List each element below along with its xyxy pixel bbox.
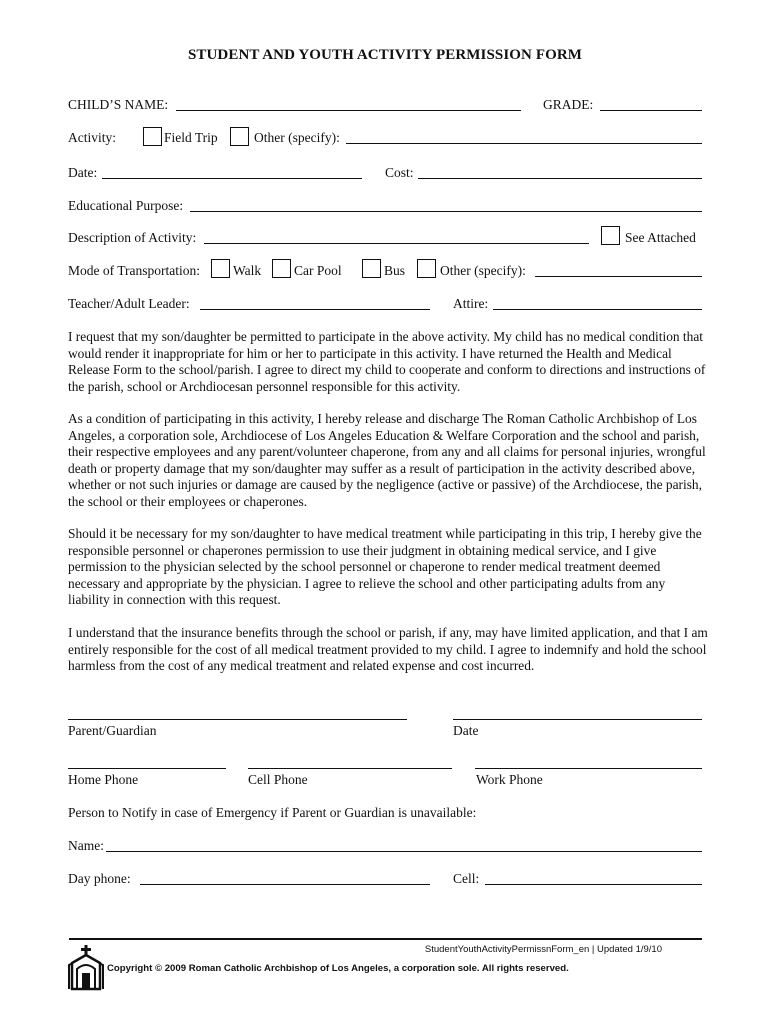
grade-label: GRADE:: [543, 97, 594, 112]
emergency-name-field[interactable]: [106, 851, 702, 852]
see-attached-label: See Attached: [625, 230, 696, 245]
date-label: Date:: [68, 165, 98, 180]
paragraph-medical: Should it be necessary for my son/daughter to have medical treatment while participating in this trip, I hereby give the responsible personnel or chaperones permission to use their judgment in obtaining medical service, and I give permission to the physician selected by the school personnel or chaperone to render medical treatment deemed necessary and appropriate by the physician. I agree to relieve the school and other participating adults from any liability in connection with this request.: [68, 526, 702, 608]
car-pool-checkbox[interactable]: [272, 259, 291, 278]
other-transport-field[interactable]: [535, 276, 702, 277]
day-phone-field[interactable]: [140, 884, 430, 885]
other-transport-checkbox[interactable]: [417, 259, 436, 278]
educational-purpose-label: Educational Purpose:: [68, 198, 184, 213]
car-pool-label: Car Pool: [294, 263, 342, 278]
walk-checkbox[interactable]: [211, 259, 230, 278]
archdiocese-logo-icon: [68, 945, 104, 991]
day-phone-label: Day phone:: [68, 871, 131, 886]
emergency-cell-field[interactable]: [485, 884, 702, 885]
cost-label: Cost:: [385, 165, 414, 180]
paragraph-insurance: I understand that the insurance benefits through the school or parish, if any, may have limited application, and that I am entirely responsible for the cost of all medical treatment provided to my child. I agree to indemnify and hold the school harmless from the cost of any medical treatment and related expense and cost incurred.: [68, 625, 708, 674]
childs-name-label: CHILD’S NAME:: [68, 97, 169, 112]
description-label: Description of Activity:: [68, 230, 197, 245]
emergency-cell-label: Cell:: [453, 871, 480, 886]
field-trip-checkbox[interactable]: [143, 127, 162, 146]
see-attached-checkbox[interactable]: [601, 226, 620, 245]
childs-name-field[interactable]: [176, 110, 521, 111]
other-activity-field[interactable]: [346, 143, 702, 144]
date-field[interactable]: [102, 178, 362, 179]
field-trip-label: Field Trip: [164, 130, 218, 145]
parent-guardian-signature-field[interactable]: [68, 719, 407, 720]
transportation-label: Mode of Transportation:: [68, 263, 201, 278]
footer-rule: [69, 938, 702, 940]
paragraph-release: As a condition of participating in this activity, I hereby release and discharge The Roman Catholic Archbishop of Los Angeles, a corporation sole, Archdiocese of Los Angeles Education & Welfare Corporation and the school and parish, their respective employees and any parent/volunteer chaperone, from any and all claims for personal injuries, wrongful death or property damage that my son/daughter may suffer as a result of participation in the activity described above, whether or not such injuries or damage are caused by the negligence (active or passive) of the Archdiocese, the parish, the school or their employees or chaperones.: [68, 411, 706, 509]
emergency-heading: Person to Notify in case of Emergency if Parent or Guardian is unavailable:: [68, 805, 477, 820]
other-activity-label: Other (specify):: [254, 130, 340, 145]
home-phone-field[interactable]: [68, 768, 226, 769]
cell-phone-field[interactable]: [248, 768, 452, 769]
parent-guardian-label: Parent/Guardian: [68, 723, 157, 738]
teacher-label: Teacher/Adult Leader:: [68, 296, 190, 311]
other-transport-label: Other (specify):: [440, 263, 526, 278]
activity-label: Activity:: [68, 130, 116, 145]
work-phone-field[interactable]: [475, 768, 702, 769]
educational-purpose-field[interactable]: [190, 211, 702, 212]
footer-copyright: Copyright © 2009 Roman Catholic Archbishop of Los Angeles, a corporation sole. All rights reserved.: [107, 963, 569, 974]
work-phone-label: Work Phone: [476, 772, 543, 787]
teacher-field[interactable]: [200, 309, 430, 310]
signature-date-label: Date: [453, 723, 479, 738]
grade-field[interactable]: [600, 110, 702, 111]
home-phone-label: Home Phone: [68, 772, 139, 787]
emergency-name-label: Name:: [68, 838, 104, 853]
description-field[interactable]: [204, 243, 589, 244]
signature-date-field[interactable]: [453, 719, 702, 720]
attire-label: Attire:: [453, 296, 489, 311]
bus-checkbox[interactable]: [362, 259, 381, 278]
walk-label: Walk: [233, 263, 262, 278]
paragraph-request: I request that my son/daughter be permitted to participate in the above activity. My child has no medical condition that would render it inappropriate for him or her to participate in this activity. I have returned the Health and Medical Release Form to the school/parish. I agree to direct my child to cooperate and conform to directions and instructions of the parish, school or Archdiocesan personnel responsible for this activity.: [68, 329, 706, 394]
other-activity-checkbox[interactable]: [230, 127, 249, 146]
bus-label: Bus: [384, 263, 406, 278]
attire-field[interactable]: [493, 309, 702, 310]
page-title: STUDENT AND YOUTH ACTIVITY PERMISSION FORM: [187, 47, 583, 63]
footer-form-id: StudentYouthActivityPermissnForm_en | Updated 1/9/10: [424, 944, 662, 955]
cost-field[interactable]: [418, 178, 702, 179]
cell-phone-label: Cell Phone: [248, 772, 308, 787]
